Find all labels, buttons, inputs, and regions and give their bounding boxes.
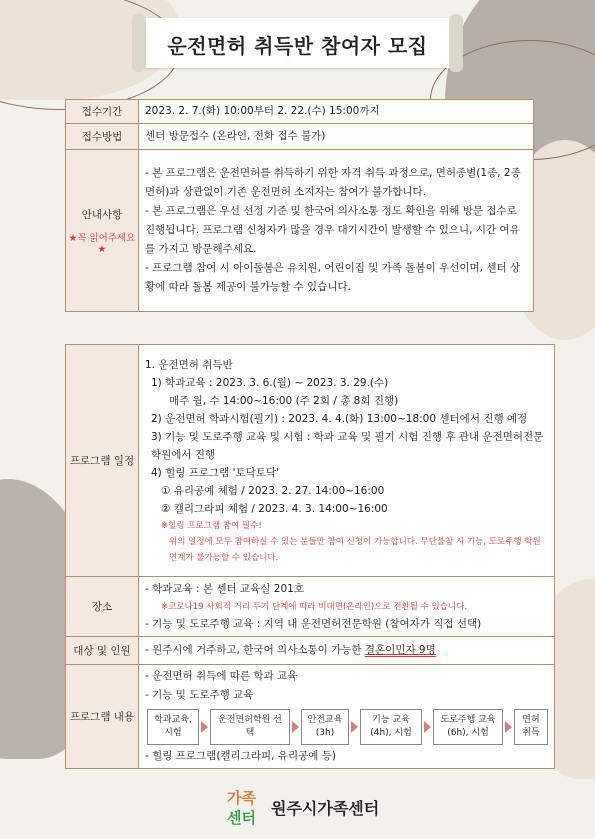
logo-mark-bottom: 센터 bbox=[227, 809, 256, 827]
place-label: 장소 bbox=[66, 577, 139, 637]
schedule-line: 매주 월, 수 14:00~16:00 (주 2회 / 총 8회 진행) bbox=[169, 394, 399, 407]
notice-line: - 본 프로그램은 우선 선정 기준 및 한국어 의사소통 정도 확인을 위해 방문 접수로 진행됩니다. 프로그램 신청자가 많을 경우 대기시간이 발생할 수 있으니, 시간 여유를 가지고 방문해주세요. bbox=[145, 205, 520, 255]
reception-method-value: 센터 방문접수 (온라인, 전화 접수 불가) bbox=[139, 124, 534, 150]
flow-step: 기능 교육(4h), 시험 bbox=[360, 709, 422, 745]
target-text: - 원주시에 거주하고, 한국어 의사소통이 가능한 bbox=[145, 644, 365, 656]
schedule-label: 프로그램 일정 bbox=[66, 345, 139, 577]
arrow-icon bbox=[351, 721, 358, 733]
content-cell bbox=[139, 665, 555, 769]
flow-step: 면허 취득 bbox=[514, 709, 548, 745]
notice-content bbox=[139, 150, 534, 312]
schedule-note: 위의 일정에 모두 참여하실 수 있는 분들만 참여 신청이 가능합니다. 무단불참 시 기능, 도로주행 학원 연계가 불가능할 수 있습니다. bbox=[169, 536, 541, 563]
schedule-line: 1) 학과교육 : 2023. 3. 6.(월) ~ 2023. 3. 29.(수) bbox=[151, 376, 389, 389]
notice-label-sub: ★꼭 읽어주세요★ bbox=[68, 232, 136, 255]
content-line: - 운전면허 취득에 따른 학과 교육 bbox=[145, 670, 298, 682]
schedule-line: 4) 힐링 프로그램 '토닥토닥' bbox=[151, 466, 279, 479]
arrow-icon bbox=[424, 721, 431, 733]
arrow-icon bbox=[201, 721, 208, 733]
notice-label: 안내사항 bbox=[81, 208, 123, 221]
target-label: 대상 및 인원 bbox=[66, 637, 139, 665]
logo-mark-top: 가족 bbox=[227, 789, 256, 807]
center-name: 원주시가족센터 bbox=[271, 798, 380, 818]
place-note: ※코로나19 사회적 거리 두기 단계에 따라 비대면(온라인)으로 전환될 수 있습니다. bbox=[161, 601, 468, 612]
center-logo bbox=[223, 785, 379, 829]
content-line: - 힐링 프로그램(캘리그라피, 유리공예 등) bbox=[145, 750, 336, 762]
notice-line: - 프로그램 참여 시 아이돌봄은 유치원, 어린이집 및 가족 돌봄이 우선이며, 센터 상황에 따라 돌봄 제공이 불가능할 수 있습니다. bbox=[145, 262, 521, 293]
content-label: 프로그램 내용 bbox=[66, 665, 139, 769]
process-flow bbox=[147, 709, 548, 745]
schedule-line: 2) 운전면허 학과시험(필기) : 2023. 4. 4.(화) 13:00~18:00 센터에서 진행 예정 bbox=[151, 412, 528, 425]
place-content bbox=[139, 577, 555, 637]
schedule-content bbox=[139, 345, 555, 577]
title-banner bbox=[140, 18, 455, 68]
flow-step: 운전면허학원 선택 bbox=[210, 709, 290, 745]
target-content bbox=[139, 637, 555, 665]
target-highlight: 결혼이민자 9명 bbox=[364, 644, 436, 656]
page-title: 운전면허 취득반 참여자 모집 bbox=[167, 34, 428, 58]
schedule-note: ※힐링 프로그램 참여 필수! bbox=[161, 520, 262, 531]
place-line: - 기능 및 도로주행 교육 : 지역 내 운전면허전문학원 (참여자가 직접 선택) bbox=[145, 617, 482, 630]
logo-mark-icon bbox=[223, 785, 263, 829]
flow-step: 학과교육, 시험 bbox=[147, 709, 199, 745]
arrow-icon bbox=[292, 721, 299, 733]
schedule-line: ① 유리공예 체험 / 2023. 2. 27. 14:00~16:00 bbox=[161, 484, 385, 497]
schedule-line: ② 캘리그라피 체험 / 2023. 4. 3. 14:00~16:00 bbox=[161, 502, 388, 515]
arrow-icon bbox=[505, 721, 512, 733]
info-table bbox=[65, 99, 534, 312]
program-table bbox=[65, 344, 555, 769]
reception-method-label: 접수방법 bbox=[66, 124, 139, 150]
reception-period-value: 2023. 2. 7.(화) 10:00부터 2. 22.(수) 15:00까지 bbox=[139, 100, 534, 124]
flow-step: 안전교육 (3h) bbox=[301, 709, 349, 745]
place-line: - 학과교육 : 본 센터 교육실 201호 bbox=[145, 582, 304, 595]
schedule-line: 1. 운전면허 취득반 bbox=[145, 358, 233, 371]
flow-step: 도로주행 교육 (6h), 시험 bbox=[433, 709, 503, 745]
notice-line: - 본 프로그램은 운전면허를 취득하기 위한 자격 취득 과정으로, 면허종별(1종, 2종 면허)과 상관없이 기존 운전면허 소지자는 참여가 불가합니다. bbox=[145, 167, 521, 198]
notice-label-cell bbox=[66, 150, 139, 312]
content-line: - 기능 및 도로주행 교육 bbox=[145, 689, 254, 701]
schedule-line: 3) 기능 및 도로주행 교육 및 시험 : 학과 교육 및 필기 시험 진행 후 관내 운전면허전문학원에서 진행 bbox=[151, 430, 544, 461]
reception-period-label: 접수기간 bbox=[66, 100, 139, 124]
